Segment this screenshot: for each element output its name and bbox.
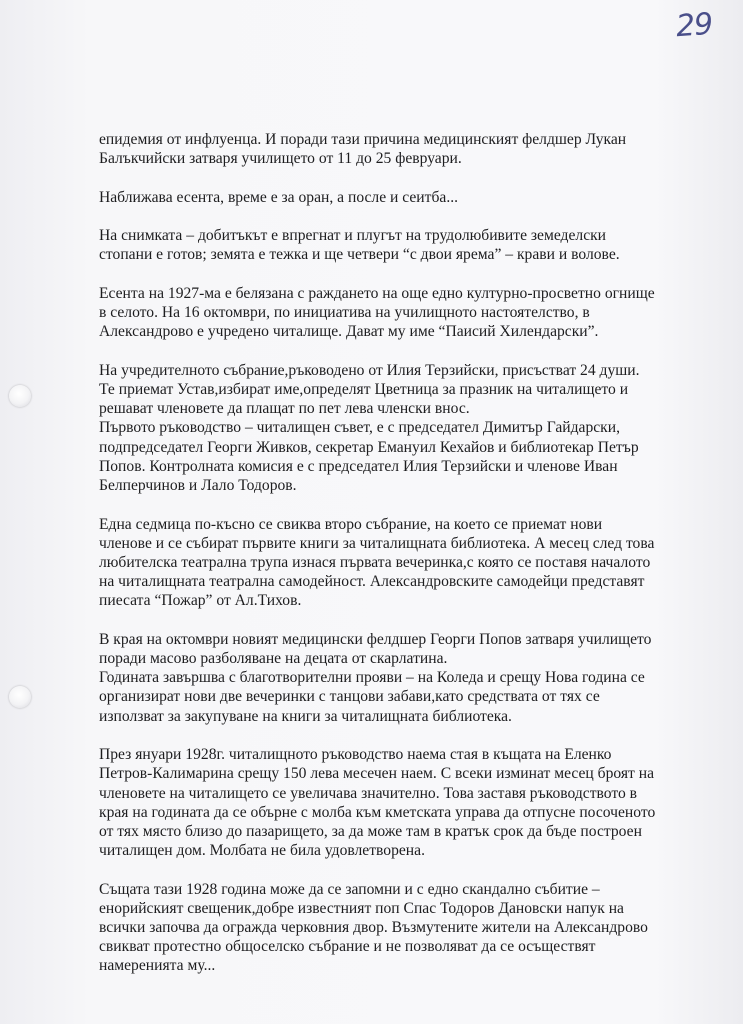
text-line: Петров-Калимарина срещу 150 лева месечен наем. С всеки изминат месец броят на	[99, 765, 655, 783]
text-line: свикват протестно общоселско събрание и не позволяват да се осъществят	[99, 938, 596, 956]
paragraph	[99, 188, 714, 207]
text-line: всички започва да огражда черковния двор. Възмутените жители на Александрово	[99, 919, 648, 937]
text-line: пиесата “Пожар” от Ал.Тихов.	[99, 592, 302, 610]
text-line: Наближава есента, време е за оран, а после и сеитба...	[99, 188, 459, 206]
text-line: На учредителното събрание,ръководено от Илия Терзийски, присъстват 24 души.	[99, 361, 640, 379]
text-line: Попов. Контролната комисия е с председател Илия Терзийски и членове Иван	[99, 457, 618, 475]
text-line: През януари 1928г. читалищното ръководство наема стая в къщата на Еленко	[99, 746, 612, 764]
text-line: членовете на читалището се увеличава значително. Това заставя ръководството в	[99, 784, 638, 802]
text-line: членове и се събират първите книги за читалищната библиотека. А месец след това	[99, 534, 655, 552]
text-line: от тях място близо до пазарището, за да може там в кратък срок да бъде построен	[99, 822, 642, 840]
text-line: любителска театрална трупа изнася първата вечеринка,с която се поставя началото	[99, 553, 651, 571]
paragraph	[99, 515, 714, 611]
punch-hole	[9, 385, 31, 407]
text-line: подпредседател Георги Живков, секретар Емануил Кехайов и библиотекар Петър	[99, 438, 639, 456]
document-body	[99, 130, 714, 995]
paragraph	[99, 284, 714, 342]
text-line: Есента на 1927-ма е белязана с раждането на още едно културно-просветно огнище	[99, 284, 655, 302]
paragraph	[99, 361, 714, 495]
page-number: 29	[674, 6, 714, 45]
punch-hole	[9, 686, 31, 708]
paragraph	[99, 130, 714, 168]
text-line: решават членовете да плащат по пет лева членски внос.	[99, 400, 470, 418]
text-line: намеренията му...	[99, 957, 216, 975]
text-line: епидемия от инфлуенца. И поради тази причина медицинският фелдшер Лукан	[99, 131, 627, 148]
text-line: Те приемат Устав,избират име,определят Цветница за празник на читалището и	[99, 381, 629, 399]
text-line: В края на октомври новият медицински фелдшер Георги Попов затваря училището	[99, 630, 652, 648]
text-line: Белперчинов и Лало Тодоров.	[99, 477, 297, 495]
text-line: Първото ръководство – читалищен съвет, е с председател Димитър Гайдарски,	[99, 419, 620, 437]
paragraph	[99, 745, 714, 860]
text-line: енорийският свещеник,добре известният поп Спас Тодоров Дановски напук на	[99, 899, 624, 917]
text-line: края на годината да се обърне с молба към кметската управа да отпусне посоченото	[99, 803, 656, 821]
text-line: на читалищната театрална самодейност. Александровските самодейци представят	[99, 573, 645, 591]
text-line: Годината завършва с благотворителни прояви – на Коледа и срещу Нова година се	[99, 669, 645, 687]
text-line: читалищен дом. Молбата не била удовлетворена.	[99, 842, 425, 860]
text-line: Балъкчийски затваря училището от 11 до 25 февруари.	[99, 150, 462, 168]
paragraph	[99, 226, 714, 264]
text-line: Една седмица по-късно се свиква второ събрание, на което се приемат нови	[99, 515, 603, 533]
text-line: Александрово е учредено читалище. Дават му име “Паисий Хилендарски”.	[99, 323, 599, 341]
paragraph	[99, 630, 714, 726]
paragraph	[99, 880, 714, 976]
text-line: стопани е готов; земята е тежка и ще четвери “с двои ярема” – крави и волове.	[99, 246, 620, 264]
text-line: Същата тази 1928 година може да се запомни и с едно скандално събитие –	[99, 880, 600, 898]
text-line: На снимката – добитъкът е впрегнат и плугът на трудолюбивите земеделски	[99, 227, 607, 245]
text-line: използват за закупуване на книги за читалищната библиотека.	[99, 707, 512, 725]
text-line: в селото. На 16 октомври, по инициатива на училищното настоятелство, в	[99, 304, 590, 322]
text-line: организират нови две вечеринки с танцови забави,като средствата от тях се	[99, 688, 600, 706]
text-line: поради масово разболяване на децата от скарлатина.	[99, 650, 448, 668]
